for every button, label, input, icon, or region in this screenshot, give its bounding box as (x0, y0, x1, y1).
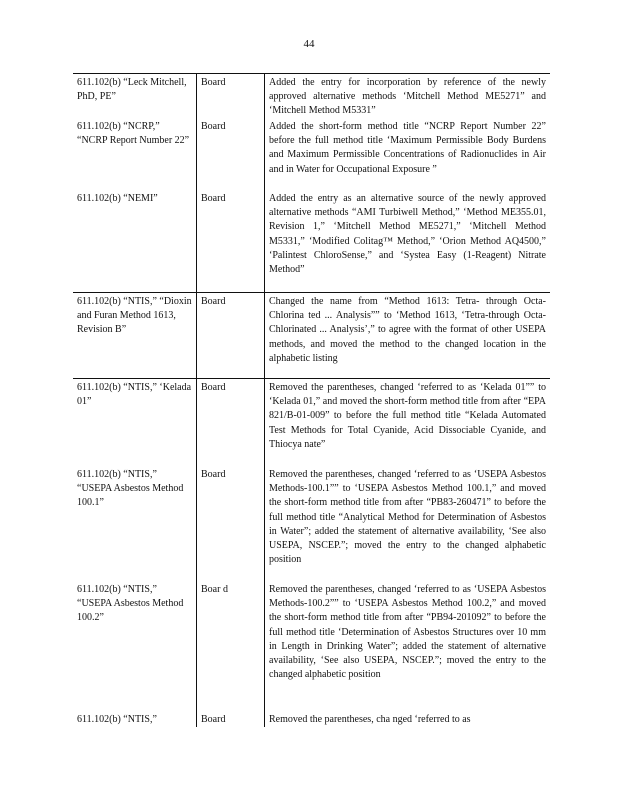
section-cell: 611.102(b) “NCRP,” “NCRP Report Number 22” (73, 118, 197, 190)
table-row (73, 74, 550, 118)
by-cell: Board (197, 379, 265, 466)
table-row (73, 118, 550, 190)
change-cell: Added the entry as an alternative source of the newly approved alternative methods “AMI Turbiwell Method,” ‘Method ME355.01, Revision 1,” ‘Mitchell Method ME5271,” ‘Mitchell Method M5331,” ‘Modified Colitag™ Method,” ‘Orion Method AQ4500,” ‘Palintest ChloroSense,” and ‘Systea Easy (1-Reagent) Nitrate Method” (269, 193, 546, 276)
by-cell: Board (197, 466, 265, 581)
table-row (73, 190, 550, 292)
section-cell: 611.102(b) “NEMI” (73, 190, 197, 292)
section-cell: 611.102(b) “NTIS,” “Dioxin and Furan Method 1613, Revision B” (73, 293, 197, 378)
table-row (73, 711, 550, 727)
by-cell: Board (197, 190, 265, 292)
change-cell: Removed the parentheses, changed ‘referred to as ‘USEPA Asbestos Methods-100.1”” to ‘USEPA Asbestos Method 100.1,” and moved the short-form method title from after “PB83-260471” to before the full method title “Analytical Method for Determination of Asbestos in Water”; added the statement of alternative availability, ‘See also USEPA, NSCEP.”; moved the entry to the changed alphabetic position (269, 469, 546, 566)
section-cell: 611.102(b) “NTIS,” “USEPA Asbestos Method 100.2” (73, 581, 197, 711)
page-number: 44 (303, 38, 315, 50)
table-row (73, 466, 550, 581)
by-cell: Boar d (197, 581, 265, 711)
table-row-group (73, 379, 550, 727)
change-cell: Removed the parentheses, changed ‘referred to as ‘USEPA Asbestos Methods-100.2”” to ‘USEPA Asbestos Method 100.2,” and moved the short-form method title from after “PB94-201092” to before the full method title ‘Determination of Asbestos Structures over 10 mm in Length in Drinking Water”; added the statement of alternative availability, ‘See also USEPA, NSCEP.”; moved the entry to the changed alphabetic position (269, 584, 546, 681)
section-cell: 611.102(b) “NTIS,” ‘Kelada 01” (73, 379, 197, 466)
change-cell: Removed the parentheses, cha nged ‘referred to as (269, 714, 471, 725)
section-cell: 611.102(b) “NTIS,” “USEPA Asbestos Method 100.1” (73, 466, 197, 581)
table-row-group (73, 74, 550, 293)
change-cell: Changed the name from “Method 1613: Tetra- through Octa-Chlorina ted ... Analysis”” to ‘Method 1613, ‘Tetra-through Octa-Chlorinated ... Analysis’,” to agree with the format of other USEPA methods, and moved the method to the changed location in the alphabetic listing (269, 296, 546, 364)
table-row (73, 581, 550, 711)
by-cell: Board (197, 74, 265, 118)
by-cell: Board (197, 711, 265, 727)
by-cell: Board (197, 293, 265, 378)
change-cell: Removed the parentheses, changed ‘referred to as ‘Kelada 01”” to ‘Kelada 01,” and moved the short-form method title from after “EPA 821/B-01-009” to before the full method title “Kelada Automated Test Methods for Total Cyanide, Acid Dissociable Cyanide, and Thiocya nate” (269, 382, 546, 450)
change-cell: Added the short-form method title “NCRP Report Number 22” before the full method title ‘Maximum Permissible Body Burdens and Maximum Permissible Concentrations of Radionuclides in Air and in Water for Occupational Exposure ” (269, 121, 546, 175)
table-row (73, 293, 550, 379)
changes-table (73, 73, 550, 727)
table-row (73, 379, 550, 466)
change-cell: Added the entry for incorporation by reference of the newly approved alternative methods ‘Mitchell Method ME5271” and ‘Mitchell Method M5331” (269, 77, 546, 117)
by-cell: Board (197, 118, 265, 190)
section-cell: 611.102(b) “NTIS,” (73, 711, 197, 727)
section-cell: 611.102(b) “Leck Mitchell, PhD, PE” (73, 74, 197, 118)
